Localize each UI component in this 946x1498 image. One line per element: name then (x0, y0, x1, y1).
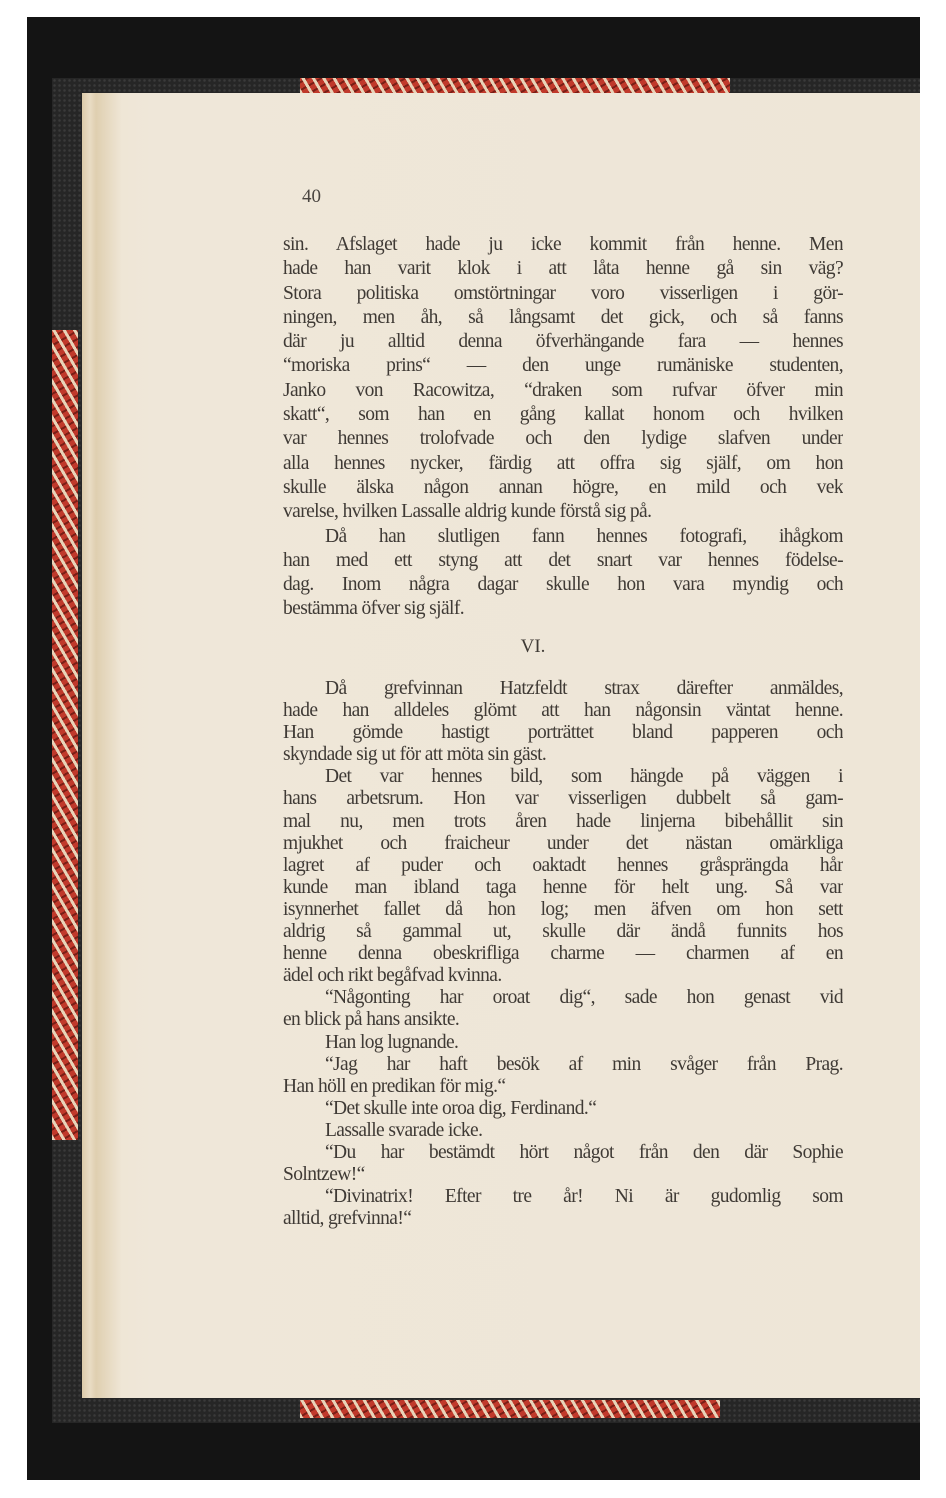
text-line: mjukhet och fraicheur under det nästan omärkliga (283, 832, 843, 854)
text-line: varelse, hvilken Lassalle aldrig kunde förstå sig på. (283, 501, 652, 523)
text-line: han med ett styng att det snart var hennes födelse- (283, 549, 843, 571)
text-line: där ju alltid denna öfverhängande fara — hennes (283, 331, 843, 353)
marbled-edge-left (52, 330, 78, 1140)
text-line: ningen, men åh, så långsamt det gick, och så fanns (283, 306, 843, 328)
text-line: Han log lugnande. (325, 1031, 459, 1053)
text-line: Då grefvinnan Hatzfeldt strax därefter anmäldes, (325, 678, 843, 699)
text-line: “Någonting har oroat dig“, sade hon genast vid (325, 987, 843, 1009)
text-line: bestämma öfver sig själf. (283, 598, 465, 620)
text-line: dag. Inom några dagar skulle hon vara myndig och (283, 574, 843, 596)
text-line: “moriska prins“ — den unge rumäniske studenten, (283, 355, 843, 377)
chapter-heading: VI. (520, 636, 546, 657)
text-line: Det var hennes bild, som hängde på väggen i (325, 766, 843, 788)
marbled-edge-bottom (300, 1400, 720, 1418)
page-number: 40 (302, 186, 321, 207)
text-line: hans arbetsrum. Hon var visserligen dubbelt så gam- (283, 788, 843, 810)
text-line: alltid, grefvinna!“ (283, 1208, 412, 1230)
text-line: alla hennes nycker, färdig att offra sig själf, om hon (283, 452, 843, 474)
text-line: skulle älska någon annan högre, en mild och vek (283, 476, 843, 498)
marbled-edge-top (300, 78, 730, 94)
text-line: sin. Afslaget hade ju icke kommit från henne. Men (283, 234, 843, 255)
text-line: kunde man ibland taga henne för helt ung. Så var (283, 876, 843, 898)
text-line: lagret af puder och oaktadt hennes gråsprängda hår (283, 854, 843, 876)
text-line: Lassalle svarade icke. (325, 1119, 483, 1141)
text-line: “Jag har haft besök af min svåger från Prag. (325, 1053, 843, 1075)
text-line: aldrig så gammal ut, skulle där ändå funnits hos (283, 921, 843, 943)
text-line: “Divinatrix! Efter tre år! Ni är gudomlig som (325, 1186, 843, 1208)
text-line: skyndade sig ut för att möta sin gäst. (283, 744, 547, 766)
text-line: ädel och rikt begåfvad kvinna. (283, 965, 502, 987)
text-line: Janko von Racowitza, “draken som rufvar öfver min (283, 379, 843, 401)
text-section-1 (283, 233, 843, 622)
text-line: Solntzew!“ (283, 1164, 365, 1186)
text-line: Han gömde hastigt porträttet bland papperen och (283, 722, 843, 744)
text-section-2 (283, 678, 843, 1230)
text-line: skatt“, som han en gång kallat honom och hvilken (283, 404, 843, 426)
text-line: var hennes trolofvade och den lydige slafven under (283, 428, 843, 450)
text-line: hade han varit klok i att låta henne gå sin väg? (283, 258, 843, 280)
text-line: hade han alldeles glömt att han någonsin väntat henne. (283, 700, 843, 722)
text-line: Han höll en predikan för mig.“ (283, 1075, 506, 1097)
text-line: “Du har bestämdt hört något från den där Sophie (325, 1141, 843, 1163)
text-line: isynnerhet fallet då hon log; men äfven om hon sett (283, 898, 843, 920)
text-line: henne denna obeskrifliga charme — charmen af en (283, 943, 843, 965)
text-line: “Det skulle inte oroa dig, Ferdinand.“ (325, 1097, 597, 1119)
text-line: en blick på hans ansikte. (283, 1009, 460, 1031)
text-line: Då han slutligen fann hennes fotografi, ihågkom (325, 525, 843, 547)
text-line: Stora politiska omstörtningar voro visserligen i gör- (283, 282, 843, 304)
text-line: mal nu, men trots åren hade linjerna bibehållit sin (283, 810, 843, 832)
